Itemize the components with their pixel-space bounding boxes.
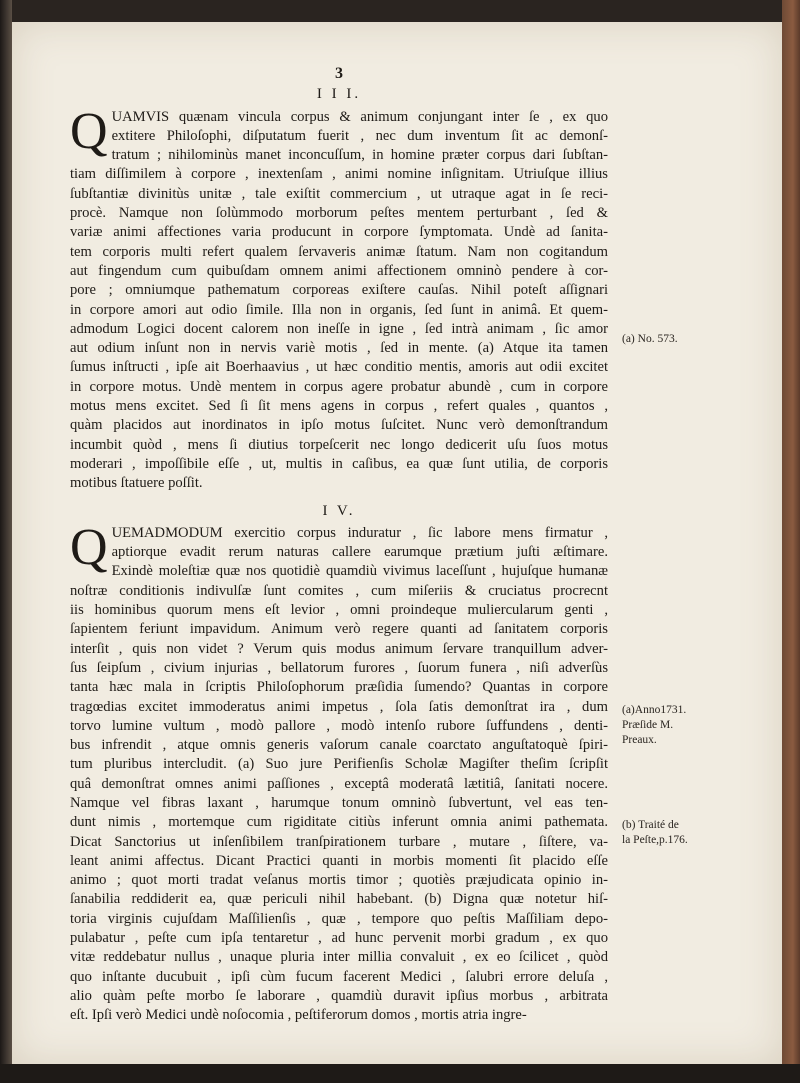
- text-line: ſumus inſtructi , ipſe ait Boerhaavius , ut hæc conditio mentis, amoris aut odii excitet: [70, 359, 608, 376]
- text-line: torvo lumine vultum , modò pallore , modò intenſo rubore ſuffundens , denti-: [70, 717, 608, 734]
- margin-note-3: [622, 818, 688, 848]
- text-line: in corpore motus. Undè mentem in corpus agere probatur abundè , cum in corpore: [70, 378, 608, 395]
- text-line: ſubſtantiæ divinitùs unitæ , tale exiſtit commercium , ut utraque agat in ſe reci-: [70, 185, 608, 202]
- text-line: UEMADMODUM exercitio corpus induratur , ſic labore mens firmatur ,: [111, 524, 608, 541]
- text-line: alio quàm peſte morbo ſe laborare , quamdiù duravit ipſius morbus , arbitrata: [70, 987, 608, 1004]
- text-line: toria virginis cujuſdam Maſſilienſis , quæ , tempore quo peſtis Maſſiliam depo-: [70, 910, 608, 927]
- text-line: tragœdias excitet immoderatus animi impetus , ſola ſatis demonſtrat ira , dum: [70, 698, 608, 715]
- section-3-paragraph: [70, 102, 608, 494]
- text-line: noſtræ conditionis indivulſæ ſunt comites , cum miſeriis & cruciatus procrecnt: [70, 582, 608, 599]
- section-heading-3: I I I.: [316, 86, 362, 103]
- text-line: tratum ; nihilominùs manet inconcuſſum, in homine præter corpus dari ſubſtan-: [111, 147, 608, 164]
- margin-note-text: Preaux.: [622, 734, 657, 746]
- page-bottom-shadow: [0, 1064, 800, 1083]
- text-line: moderari , impoſſibile eſſe , ut, multis in caſibus, ea quæ ſunt utilia, de corporis: [70, 455, 608, 472]
- text-line: pulabatur , peſte cum ipſa tentaretur , ad hunc pervenit morbi gradum , ex quo: [70, 930, 608, 947]
- text-line: UAMVIS quænam vincula corpus & animum conjungant inter ſe , ex quo: [111, 108, 608, 125]
- text-line: iis hominibus quorum mens eſt levior , omni proindeque muliercularum genti ,: [70, 602, 608, 619]
- text-line: tiam diſſimilem à corpore , inextenſam , animi nomine inſignitam. Utriuſque illius: [70, 166, 608, 183]
- text-line: ſapientem feriunt impavidum. Animum verò regere quanti ad ſanitatem corporis: [70, 621, 608, 638]
- text-line: dunt nimis , mortemque cum rigiditate citiùs inferunt omnia animi pathemata.: [70, 814, 608, 831]
- text-line: extitere Philoſophi, diſputatum fuerit , nec dum inventum ſit ac demonſ-: [111, 127, 608, 144]
- margin-note-text: (b) Traité de: [622, 819, 679, 831]
- text-line: ſanabilia reddiderit ea, quæ periculi nihil habebant. (b) Digna quæ notetur hiſ-: [70, 891, 608, 908]
- text-line: tem corporis multi refert qualem ſervaveris animæ ſtatum. Nam non cogitandum: [70, 243, 608, 260]
- text-line: Namque vel fibras laxant , harumque tonum omninò ſubvertunt, vel eas ten-: [70, 794, 608, 811]
- text-line: incumbit quòd , mens ſi diutius torpeſcerit nec longo dedicerit uſu ſuos motus: [70, 436, 608, 453]
- text-line: aut odium inſunt non in nervis variè motis , ſed in mente. (a) Atque ita tamen: [70, 340, 608, 357]
- margin-note-2: [622, 703, 686, 748]
- text-line: pore ; omniumque pathematum corporeas exiſtere cauſas. Nihil poteſt aſſignari: [70, 282, 608, 299]
- text-line: in corpore amori aut odio ſimile. Illa non in organis, ſed ſunt in animâ. Et quem-: [70, 301, 608, 318]
- text-line: quàm placidos aut inordinatos in ipſo motus ſuſcitet. Nunc verò demonſtrandum: [70, 417, 608, 434]
- text-line: eſt. Ipſi verò Medici undè noſocomia , peſtiferorum domos , mortis atria ingre-: [70, 1007, 527, 1024]
- book-cover-binding: [782, 0, 800, 1083]
- text-line: leant animi affectus. Dicant Practici quanti in morbis momenti ſit placido eſſe: [70, 852, 608, 869]
- text-line: motus mens excitet. Sed ſi ſit mens agens in corpus , refert quales , quantos ,: [70, 398, 608, 415]
- text-line: tum pluribus intercludit. (a) Suo jure Perifienſis Scholæ Magiſter theſim ſcripſit: [70, 756, 608, 773]
- dropcap-letter: Q: [70, 102, 108, 160]
- text-line: interſit , quis non videt ? Verum quis modus animum ſervare tranquillum adver-: [70, 640, 608, 657]
- text-line: bus infrendit , atque omnis generis vaſorum canale coarctato anguſtatoquè ſpiri-: [70, 737, 608, 754]
- text-line: variæ animi affectiones varia producunt in corpore ſymptomata. Undè ad ſanita-: [70, 224, 608, 241]
- margin-note-text: la Peſte,p.176.: [622, 834, 688, 846]
- text-line: animo ; quot morti tradat veſanus mortis timor ; quotiès præjudicata opinio in-: [70, 872, 608, 889]
- text-line: ſus ſeipſum , civium injurias , bellatorum furores , ſuorum funera , niſi adverſùs: [70, 659, 608, 676]
- text-line: aut fingendum cum quibuſdam omnem animi affectionem omninò pendere à cor-: [70, 262, 608, 279]
- page-body: [70, 64, 608, 1026]
- margin-note-text: Præſide M.: [622, 719, 674, 731]
- text-line: aptiorque evadit rerum naturas callere earumque prætium juſti æſtimare.: [111, 544, 608, 561]
- page-number: 3: [335, 65, 343, 82]
- text-line: procè. Namque non ſolùmmodo morborum peſtes mentem perturbant , ſed &: [70, 205, 608, 222]
- text-line: motibus ſtatuere poſſit.: [70, 475, 203, 492]
- text-line: admodum Logici docent calorem non ineſſe in igne , ſed intrà animam , ſic amor: [70, 320, 608, 337]
- text-line: quo inſtante ducubuit , ipſi cùm fucum facerent Medici , ſalubri errore deluſa ,: [70, 968, 608, 985]
- margin-note-text: (a) No. 573.: [622, 333, 678, 345]
- text-line: Exindè moleſtiæ quæ nos quotidiè quamdiù vivimus laceſſunt , hujuſque humanæ: [111, 563, 608, 580]
- text-line: tanta hæc mala in ſcriptis Philoſophorum præſidia ſumendo? Quantas in corpore: [70, 679, 608, 696]
- margin-note-text: (a)Anno1731.: [622, 704, 687, 716]
- dropcap-letter: Q: [70, 518, 108, 576]
- text-line: quâ demonſtrat omnes animi paſſiones , exceptâ moderatâ lætitiâ, ſanitati nocere.: [70, 775, 608, 792]
- section-4-paragraph: [70, 518, 608, 1026]
- book-gutter-edge: [0, 0, 12, 1083]
- margin-note-1: [622, 332, 678, 347]
- text-line: Dicat Sanctorius ut inſenſibilem tranſpirationem turbare , mutare , ſiſtere, va-: [70, 833, 608, 850]
- text-line: vitæ reddebatur nullus , unaque pluria inter millia convaluit , ex eo ſcilicet , quòd: [70, 949, 608, 966]
- section-heading-4: I V.: [322, 502, 356, 519]
